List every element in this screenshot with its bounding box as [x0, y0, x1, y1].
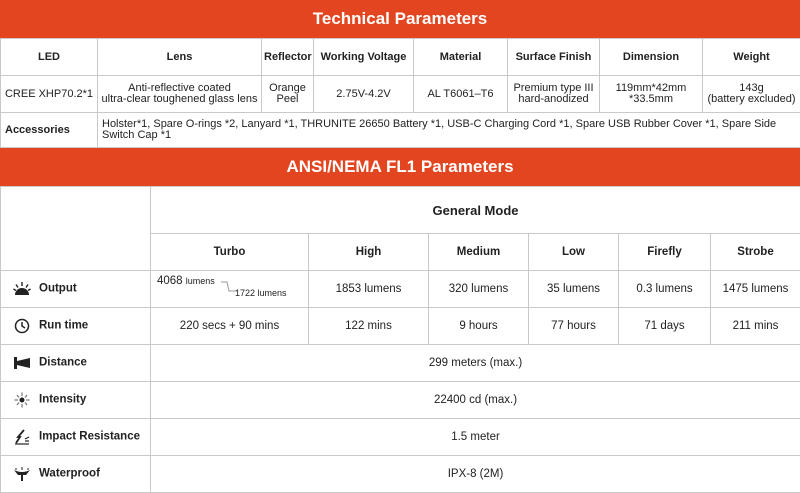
output-low: 35 lumens [529, 271, 619, 308]
voltage-value: 2.75V-4.2V [314, 76, 414, 113]
header-voltage: Working Voltage [314, 39, 414, 76]
header-weight: Weight [703, 39, 800, 76]
distance-icon [13, 355, 31, 371]
runtime-strobe: 211 mins [711, 308, 800, 345]
header-material: Material [414, 39, 508, 76]
runtime-turbo: 220 secs + 90 mins [151, 308, 309, 345]
technical-parameters-title: Technical Parameters [0, 0, 800, 38]
distance-label-cell [1, 345, 151, 382]
distance-value: 299 meters (max.) [151, 345, 800, 382]
finish-value: Premium type III hard-anodized [508, 76, 600, 113]
turbo-step-output: 1722 lumens [235, 288, 287, 299]
distance-label: Distance [39, 357, 87, 369]
intensity-label: Intensity [39, 394, 86, 406]
header-led: LED [1, 39, 98, 76]
mode-strobe: Strobe [711, 234, 800, 271]
runtime-firefly: 71 days [619, 308, 711, 345]
ansi-parameters-title: ANSI/NEMA FL1 Parameters [0, 148, 800, 186]
general-mode-heading: General Mode [151, 187, 800, 234]
output-strobe: 1475 lumens [711, 271, 800, 308]
waterproof-label-cell [1, 456, 151, 493]
intensity-icon [13, 392, 31, 408]
accessories-value: Holster*1, Spare O-rings *2, Lanyard *1, THRUNITE 26650 Battery *1, USB-C Charging Cord *1, Spare USB Rubber Cover *1, Spare Side Switch Cap *1 [98, 113, 800, 148]
mode-medium: Medium [429, 234, 529, 271]
led-value: CREE XHP70.2*1 [1, 76, 98, 113]
mode-low: Low [529, 234, 619, 271]
runtime-medium: 9 hours [429, 308, 529, 345]
waterproof-row [1, 456, 800, 493]
waterproof-icon [13, 466, 31, 482]
intensity-value: 22400 cd (max.) [151, 382, 800, 419]
runtime-high: 122 mins [309, 308, 429, 345]
output-firefly: 0.3 lumens [619, 271, 711, 308]
header-finish: Surface Finish [508, 39, 600, 76]
output-row [1, 271, 800, 308]
mode-high: High [309, 234, 429, 271]
header-dimension: Dimension [600, 39, 703, 76]
runtime-row [1, 308, 800, 345]
reflector-value: Orange Peel [262, 76, 314, 113]
technical-values-row [1, 76, 800, 113]
header-lens: Lens [98, 39, 262, 76]
intensity-label-cell [1, 382, 151, 419]
clock-icon [13, 318, 31, 334]
technical-header-row [1, 39, 800, 76]
waterproof-value: IPX-8 (2M) [151, 456, 800, 493]
output-label-cell [1, 271, 151, 308]
output-icon [13, 281, 31, 297]
corner-cell [1, 187, 151, 271]
turbo-main-output: 4068 lumens [157, 276, 215, 287]
runtime-label: Run time [39, 320, 88, 332]
impact-label-cell [1, 419, 151, 456]
lens-value: Anti-reflective coated ultra-clear toughened glass lens [98, 76, 262, 113]
output-medium: 320 lumens [429, 271, 529, 308]
ansi-table [0, 186, 800, 493]
distance-row [1, 345, 800, 382]
accessories-row [1, 113, 800, 148]
mode-turbo: Turbo [151, 234, 309, 271]
mode-firefly: Firefly [619, 234, 711, 271]
accessories-label: Accessories [1, 113, 98, 148]
header-reflector: Reflector [262, 39, 314, 76]
technical-table [0, 38, 800, 148]
output-turbo [151, 271, 309, 308]
intensity-row [1, 382, 800, 419]
general-mode-row [1, 187, 800, 234]
impact-icon [13, 429, 31, 445]
dimension-value: 119mm*42mm *33.5mm [600, 76, 703, 113]
output-label: Output [39, 283, 77, 295]
waterproof-label: Waterproof [39, 468, 100, 480]
runtime-low: 77 hours [529, 308, 619, 345]
runtime-label-cell [1, 308, 151, 345]
weight-value: 143g (battery excluded) [703, 76, 800, 113]
impact-row [1, 419, 800, 456]
output-high: 1853 lumens [309, 271, 429, 308]
impact-value: 1.5 meter [151, 419, 800, 456]
impact-label: Impact Resistance [39, 431, 140, 443]
material-value: AL T6061–T6 [414, 76, 508, 113]
